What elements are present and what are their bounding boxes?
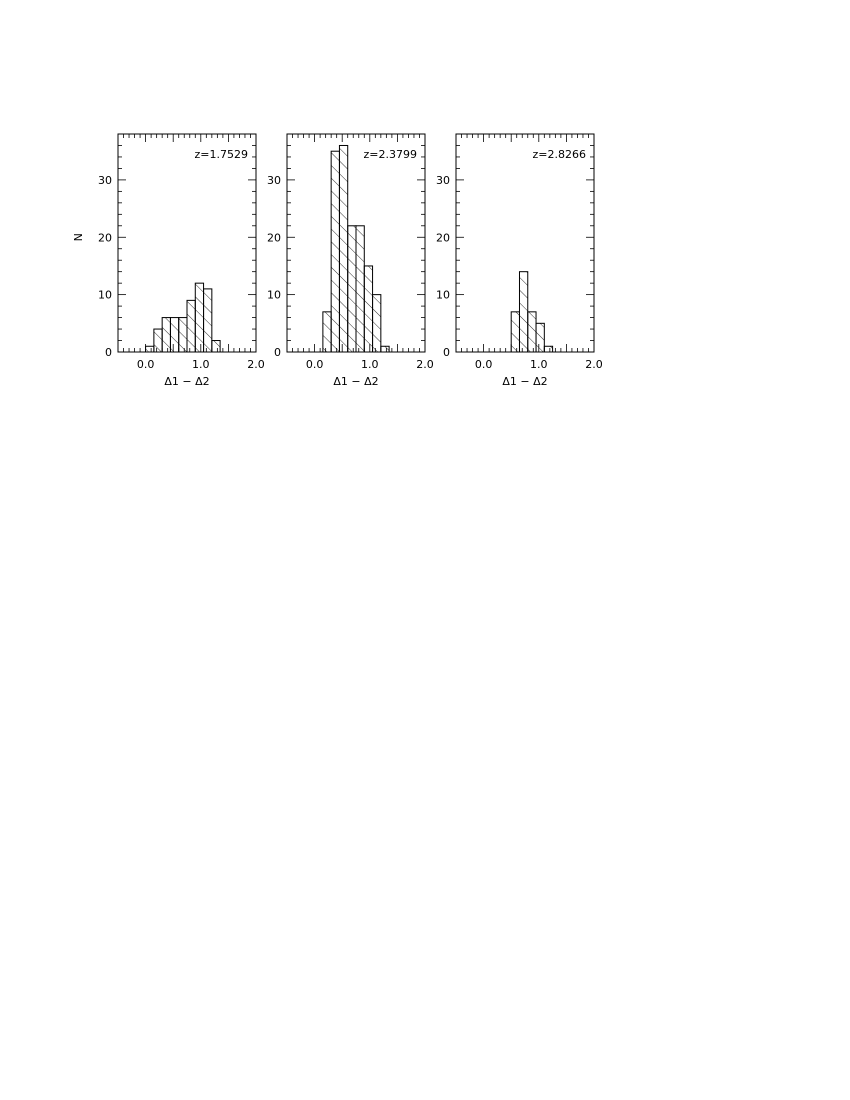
x-axis-label: Δ1 − Δ2 bbox=[164, 375, 210, 388]
histogram-bar bbox=[212, 341, 220, 352]
histogram-bar bbox=[348, 226, 356, 352]
y-tick-label: 10 bbox=[98, 288, 112, 302]
histogram-bar bbox=[154, 329, 162, 352]
y-tick-label: 20 bbox=[98, 231, 112, 245]
y-tick-label: 10 bbox=[267, 288, 281, 302]
x-tick-label: 2.0 bbox=[247, 358, 265, 371]
x-tick-label: 2.0 bbox=[416, 358, 434, 371]
x-axis-label: Δ1 − Δ2 bbox=[333, 375, 379, 388]
histogram-bar bbox=[519, 272, 527, 352]
histogram-bar bbox=[331, 151, 339, 352]
histogram-bar bbox=[146, 346, 154, 352]
y-tick-label: 30 bbox=[98, 173, 112, 187]
x-tick-label: 1.0 bbox=[192, 358, 210, 371]
y-tick-label: 0 bbox=[105, 346, 112, 359]
x-tick-label: 2.0 bbox=[585, 358, 603, 371]
histogram-bar bbox=[381, 346, 389, 352]
x-tick-label: 0.0 bbox=[474, 358, 493, 371]
histogram-bar bbox=[162, 318, 170, 352]
y-tick-label: 20 bbox=[436, 231, 450, 245]
redshift-annotation: z=2.3799 bbox=[363, 148, 417, 161]
histogram-bar bbox=[187, 300, 195, 352]
histogram-bar bbox=[356, 226, 364, 352]
histogram-bar bbox=[170, 318, 178, 352]
redshift-annotation: z=2.8266 bbox=[532, 148, 586, 161]
y-tick-label: 30 bbox=[436, 173, 450, 187]
x-tick-label: 1.0 bbox=[361, 358, 379, 371]
histogram-bar bbox=[323, 312, 331, 352]
histogram-bar bbox=[511, 312, 519, 352]
y-tick-label: 0 bbox=[274, 346, 281, 359]
y-tick-label: 0 bbox=[443, 346, 450, 359]
histogram-bar bbox=[528, 312, 536, 352]
x-tick-label: 0.0 bbox=[305, 358, 324, 371]
histogram-bar bbox=[195, 283, 203, 352]
redshift-annotation: z=1.7529 bbox=[194, 148, 248, 161]
y-tick-label: 10 bbox=[436, 288, 450, 302]
y-tick-label: 30 bbox=[267, 173, 281, 187]
x-axis-label: Δ1 − Δ2 bbox=[502, 375, 548, 388]
x-tick-label: 0.0 bbox=[136, 358, 155, 371]
histogram-panel-1 bbox=[72, 134, 265, 388]
histogram-bar bbox=[536, 323, 544, 352]
histogram-panel-3 bbox=[436, 134, 603, 388]
histogram-bar bbox=[179, 318, 187, 352]
histogram-bar bbox=[544, 346, 552, 352]
histogram-bar bbox=[339, 145, 347, 352]
x-tick-label: 1.0 bbox=[530, 358, 548, 371]
histogram-bar bbox=[373, 295, 381, 352]
histogram-bar bbox=[364, 266, 372, 352]
y-axis-label: N bbox=[72, 233, 85, 242]
histogram-bar bbox=[204, 289, 212, 352]
y-tick-label: 20 bbox=[267, 231, 281, 245]
histogram-panel-2 bbox=[267, 134, 434, 388]
